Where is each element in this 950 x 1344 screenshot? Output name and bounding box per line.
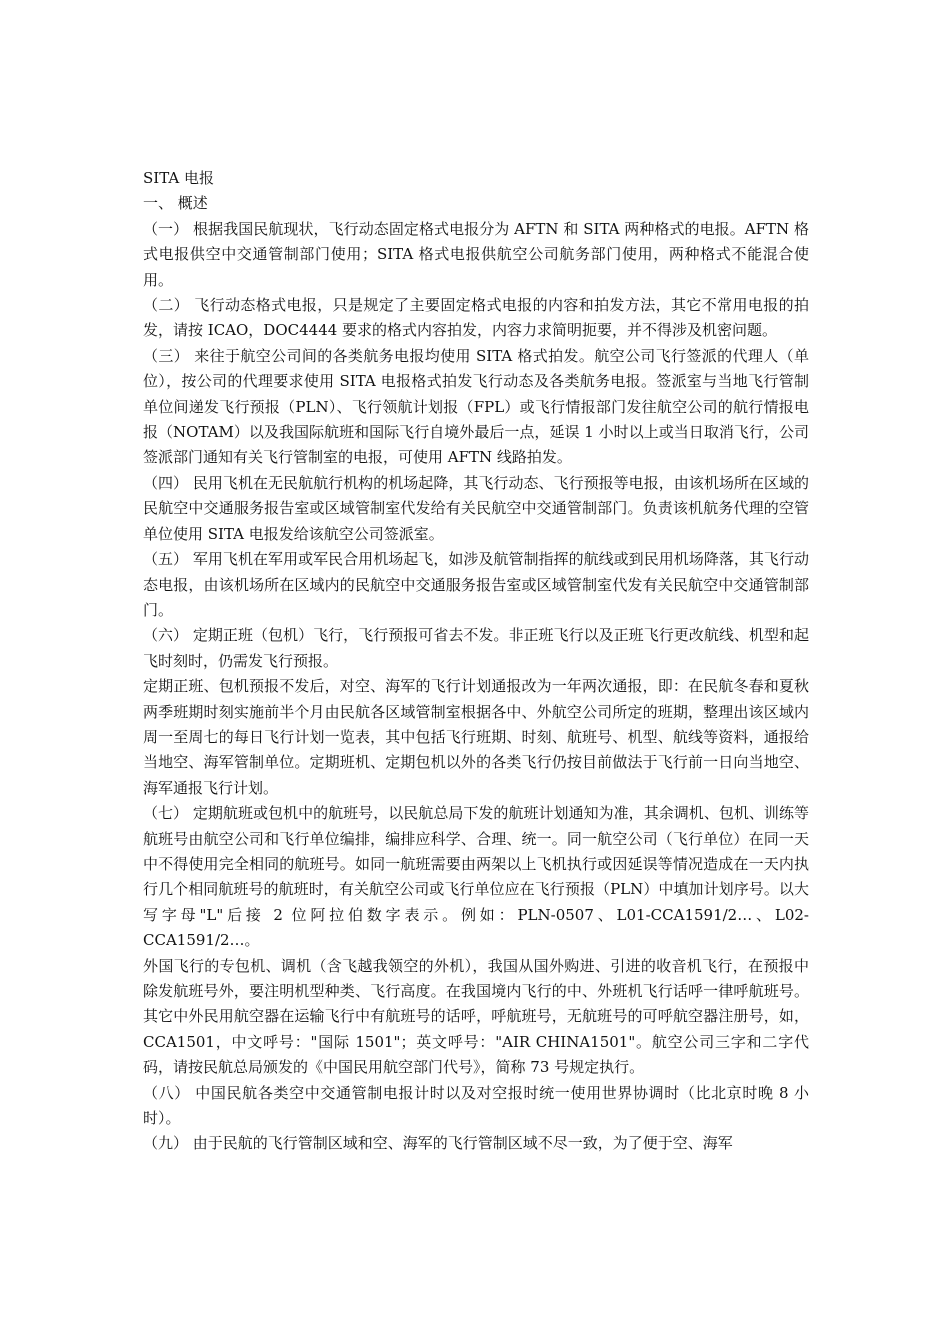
paragraph-7: （七） 定期航班或包机中的航班号，以民航总局下发的航班计划通知为准，其余调机、包机、训练等航班号由航空公司和飞行单位编排，编排应科学、合理、统一。同一航空公司（飞行单位）在同一天中不得使用完全相同的航班号。如同一航班需要由两架以上飞机执行或因延误等情况造成在一天内执行几个相同航班号的航班时，有关航空公司或飞行单位应在飞行预报（PLN）中填加计划序号。以大写字母"L"后接 2 位阿拉伯数字表示。例如：PLN-0507、L01-CCA1591/2…、L02-CCA1591/2…。: [143, 804, 809, 950]
document-title: SITA 电报: [143, 169, 214, 187]
paragraph-7-continued: 外国飞行的专包机、调机（含飞越我领空的外机），我国从国外购进、引进的收音机飞行，在预报中除发航班号外，要注明机型种类、飞行高度。在我国境内飞行的中、外班机飞行话呼一律呼航班号。其它中外民用航空器在运输飞行中有航班号的话呼，呼航班号，无航班号的可呼航空器注册号，如，CCA1501，中文呼号："国际 1501"；英文呼号："AIR CHINA1501"。航空公司三字和二字代码，请按民航总局颁发的《中国民用航空部门代号》，简称 73 号规定执行。: [143, 956, 809, 1077]
paragraph-3: （三） 来往于航空公司间的各类航务电报均使用 SITA 格式拍发。航空公司飞行签派的代理人（单位），按公司的代理要求使用 SITA 电报格式拍发飞行动态及各类航务电报。签派室与当地飞行管制单位间递发飞行预报（PLN）、飞行领航计划报（FPL）或飞行情报部门发往航空公司的航行情报电报（NOTAM）以及我国际航班和国际飞行自境外最后一点，延误 1 小时以上或当日取消飞行，公司签派部门通知有关飞行管制室的电报，可使用 AFTN 线路拍发。: [143, 346, 809, 467]
section-heading: 一、 概述: [143, 194, 208, 213]
paragraph-6: （六） 定期正班（包机）飞行，飞行预报可省去不发。非正班飞行以及正班飞行更改航线、机型和起飞时刻时，仍需发飞行预报。: [143, 626, 809, 670]
document-page: [143, 166, 809, 1157]
paragraph-6-continued: 定期正班、包机预报不发后，对空、海军的飞行计划通报改为一年两次通报，即：在民航冬春和夏秋两季班期时刻实施前半个月由民航各区域管制室根据各中、外航空公司所定的班期，整理出该区域内周一至周七的每日飞行计划一览表，其中包括飞行班期、时刻、航班号、机型、航线等资料，通报给当地空、海军管制单位。定期班机、定期包机以外的各类飞行仍按目前做法于飞行前一日向当地空、海军通报飞行计划。: [143, 677, 809, 797]
paragraph-4: （四） 民用飞机在无民航航行机构的机场起降，其飞行动态、飞行预报等电报，由该机场所在区域的民航空中交通服务报告室或区域管制室代发给有关民航空中交通管制部门。负责该机航务代理的空管单位使用 SITA 电报发给该航空公司签派室。: [143, 473, 809, 543]
paragraph-8: （八） 中国民航各类空中交通管制电报计时以及对空报时统一使用世界协调时（比北京时晚 8 小时）。: [143, 1083, 809, 1128]
paragraph-1: （一） 根据我国民航现状，飞行动态固定格式电报分为 AFTN 和 SITA 两种格式的电报。AFTN 格式电报供空中交通管制部门使用；SITA 格式电报供航空公司航务部门使用，两种格式不能混合使用。: [143, 219, 809, 289]
paragraph-2: （二） 飞行动态格式电报，只是规定了主要固定格式电报的内容和拍发方法，其它不常用电报的拍发，请按 ICAO，DOC4444 要求的格式内容拍发，内容力求简明扼要，并不得涉及机密问题。: [143, 296, 809, 340]
paragraph-9: （九） 由于民航的飞行管制区域和空、海军的飞行管制区域不尽一致，为了便于空、海军: [143, 1134, 733, 1153]
paragraph-5: （五） 军用飞机在军用或军民合用机场起飞，如涉及航管制指挥的航线或到民用机场降落，其飞行动态电报，由该机场所在区域内的民航空中交通服务报告室或区域管制室代发有关民航空中交通管制部门。: [143, 550, 809, 619]
